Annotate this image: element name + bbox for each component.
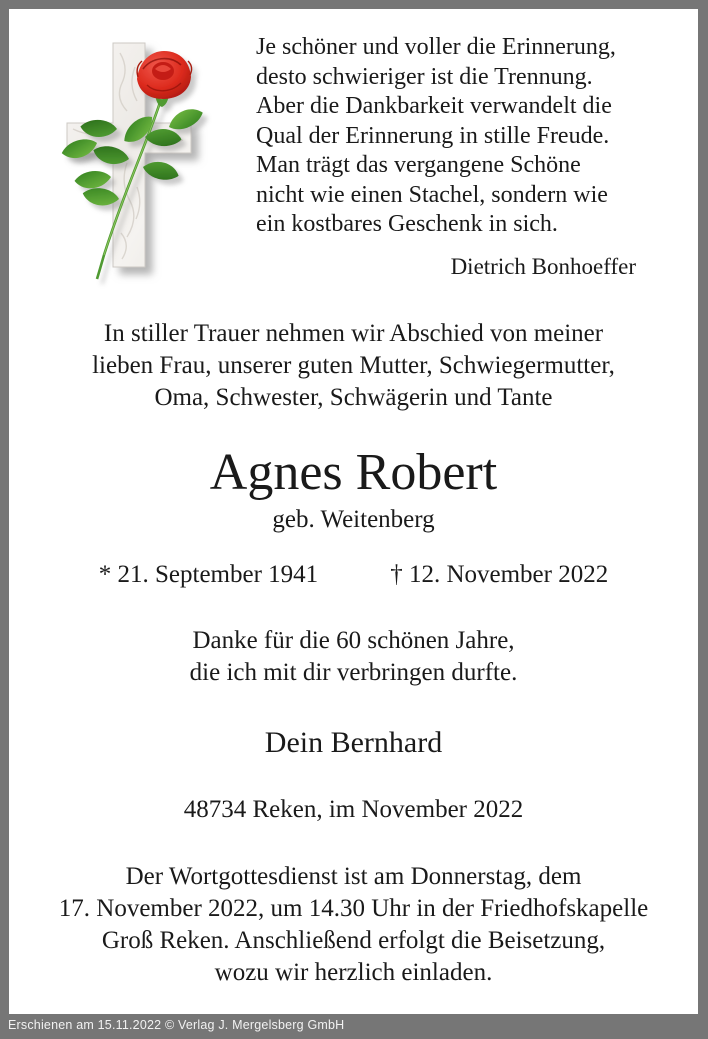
quote-block (256, 33, 676, 281)
service-line: 17. November 2022, um 14.30 Uhr in der Friedhofskapelle (58, 895, 649, 922)
life-dates (9, 561, 698, 589)
quote-line: Je schöner und voller die Erinnerung, (256, 34, 616, 60)
header-section (9, 9, 698, 299)
maiden-name: geb. Weitenberg (272, 506, 435, 533)
quote-line: Man trägt das vergangene Schöne (256, 152, 581, 178)
service-announcement (9, 861, 698, 989)
quote-line: nicht wie einen Stachel, sondern wie (256, 181, 608, 208)
death-date: † 12. November 2022 (390, 561, 609, 588)
birth-date: * 21. September 1941 (98, 561, 319, 588)
mourner-name: Dein Bernhard (264, 726, 443, 759)
intro-line: lieben Frau, unserer guten Mutter, Schwiegermutter, (92, 352, 615, 379)
thanks-line: die ich mit dir verbringen durfte. (189, 659, 518, 686)
intro-line: Oma, Schwester, Schwägerin und Tante (154, 384, 553, 411)
obituary-card (9, 9, 698, 1014)
thanks-text (9, 625, 698, 689)
service-line: wozu wir herzlich einladen. (214, 959, 493, 986)
place-date: 48734 Reken, im November 2022 (183, 796, 524, 823)
cross-with-rose-icon (57, 37, 247, 297)
service-line: Der Wortgottesdienst ist am Donnerstag, dem (125, 863, 582, 890)
quote-attribution: Dietrich Bonhoeffer (450, 253, 636, 279)
quote-line: Qual der Erinnerung in stille Freude. (256, 122, 610, 149)
intro-text (9, 318, 698, 414)
quote-line: desto schwieriger ist die Trennung. (256, 63, 593, 90)
deceased-name: Agnes Robert (209, 444, 498, 501)
thanks-line: Danke für die 60 schönen Jahre, (192, 627, 515, 654)
service-line: Groß Reken. Anschließend erfolgt die Beisetzung, (101, 927, 606, 954)
publisher-footer: Erschienen am 15.11.2022 © Verlag J. Mergelsberg GmbH (8, 1018, 345, 1032)
intro-line: In stiller Trauer nehmen wir Abschied von meiner (103, 320, 604, 347)
quote-line: ein kostbares Geschenk in sich. (256, 211, 558, 237)
quote-line: Aber die Dankbarkeit verwandelt die (256, 93, 612, 119)
